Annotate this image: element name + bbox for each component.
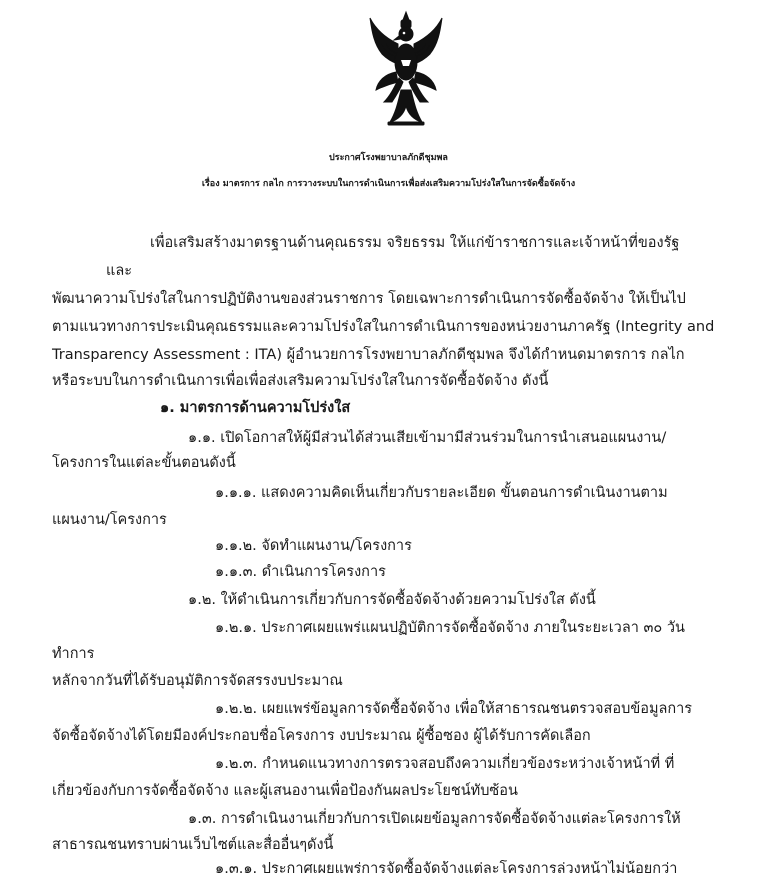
document-subject: เรื่อง มาตรการ กลไก การวางระบบในการดำเนินการเพื่อส่งเสริมความโปร่งใสในการจัดซื้อจัดจ้าง <box>201 179 576 189</box>
body-line: หลักจากวันที่ได้รับอนุมัติการจัดสรรงบประมาณ <box>52 673 343 689</box>
body-line: หรือระบบในการดำเนินการเพื่อเพื่อส่งเสริมความโปร่งใสในการจัดซื้อจัดจ้าง ดังนี้ <box>52 373 549 389</box>
body-line: ๑.๑. เปิดโอกาสให้ผู้มีส่วนได้ส่วนเสียเข้ามามีส่วนร่วมในการนำเสนอแผนงาน/ <box>188 430 667 446</box>
body-line: ๑.๓.๑. ประกาศเผยแพร่การจัดซื้อจัดจ้างแต่ละโครงการล่วงหน้าไม่น้อยกว่า <box>215 861 678 877</box>
section-heading: ๑. มาตรการด้านความโปร่งใส <box>160 400 351 416</box>
garuda-emblem <box>368 10 444 130</box>
body-line: ทำการ <box>52 646 95 662</box>
body-line: ๑.๑.๓. ดำเนินการโครงการ <box>215 564 386 580</box>
body-line: ตามแนวทางการประเมินคุณธรรมและความโปร่งใสในการดำเนินการของหน่วยงานภาครัฐ (Integrity and <box>52 319 715 335</box>
body-line: ๑.๒.๒. เผยแพร่ข้อมูลการจัดซื้อจัดจ้าง เพื่อให้สาธารณชนตรวจสอบข้อมูลการ <box>215 701 693 717</box>
body-line: ๑.๒.๓. กำหนดแนวทางการตรวจสอบถึงความเกี่ยวข้องระหว่างเจ้าหน้าที่ ที่ <box>215 756 675 772</box>
body-line: เกี่ยวข้องกับการจัดซื้อจัดจ้าง และผู้เสนองานเพื่อป้องกันผลประโยชน์ทับซ้อน <box>52 783 518 799</box>
body-line: และ <box>106 263 133 279</box>
body-line: ๑.๑.๒. จัดทำแผนงาน/โครงการ <box>215 538 412 554</box>
body-line: จัดซื้อจัดจ้างได้โดยมีองค์ประกอบชื่อโครงการ งบประมาณ ผู้ซื้อซอง ผู้ได้รับการคัดเลือก <box>52 728 591 744</box>
body-line: พัฒนาความโปร่งใสในการปฏิบัติงานของส่วนราชการ โดยเฉพาะการดำเนินการจัดซื้อจัดจ้าง ให้เป็นไป <box>52 291 686 307</box>
body-line: โครงการในแต่ละขั้นตอนดังนี้ <box>52 455 236 471</box>
body-line: Transparency Assessment : ITA) ผู้อำนวยการโรงพยาบาลภักดีชุมพล จึงได้กำหนดมาตรการ กลไก <box>52 347 685 363</box>
body-line: เพื่อเสริมสร้างมาตรฐานด้านคุณธรรม จริยธรรม ให้แก่ข้าราชการและเจ้าหน้าที่ของรัฐ <box>150 235 680 251</box>
body-line: ๑.๒.๑. ประกาศเผยแพร่แผนปฏิบัติการจัดซื้อจัดจ้าง ภายในระยะเวลา ๓๐ วัน <box>215 620 685 636</box>
document-title: ประกาศโรงพยาบาลภักดีชุมพล <box>329 153 448 163</box>
body-line: แผนงาน/โครงการ <box>52 512 167 528</box>
body-line: ๑.๑.๑. แสดงความคิดเห็นเกี่ยวกับรายละเอียด ขั้นตอนการดำเนินงานตาม <box>215 485 668 501</box>
body-line: สาธารณชนทราบผ่านเว็บไซต์และสื่ออื่นๆดังนี้ <box>52 837 334 853</box>
body-line: ๑.๒. ให้ดำเนินการเกี่ยวกับการจัดซื้อจัดจ้างด้วยความโปร่งใส ดังนี้ <box>188 592 596 608</box>
body-line: ๑.๓. การดำเนินงานเกี่ยวกับการเปิดเผยข้อมูลการจัดซื้อจัดจ้างแต่ละโครงการให้ <box>188 811 681 827</box>
